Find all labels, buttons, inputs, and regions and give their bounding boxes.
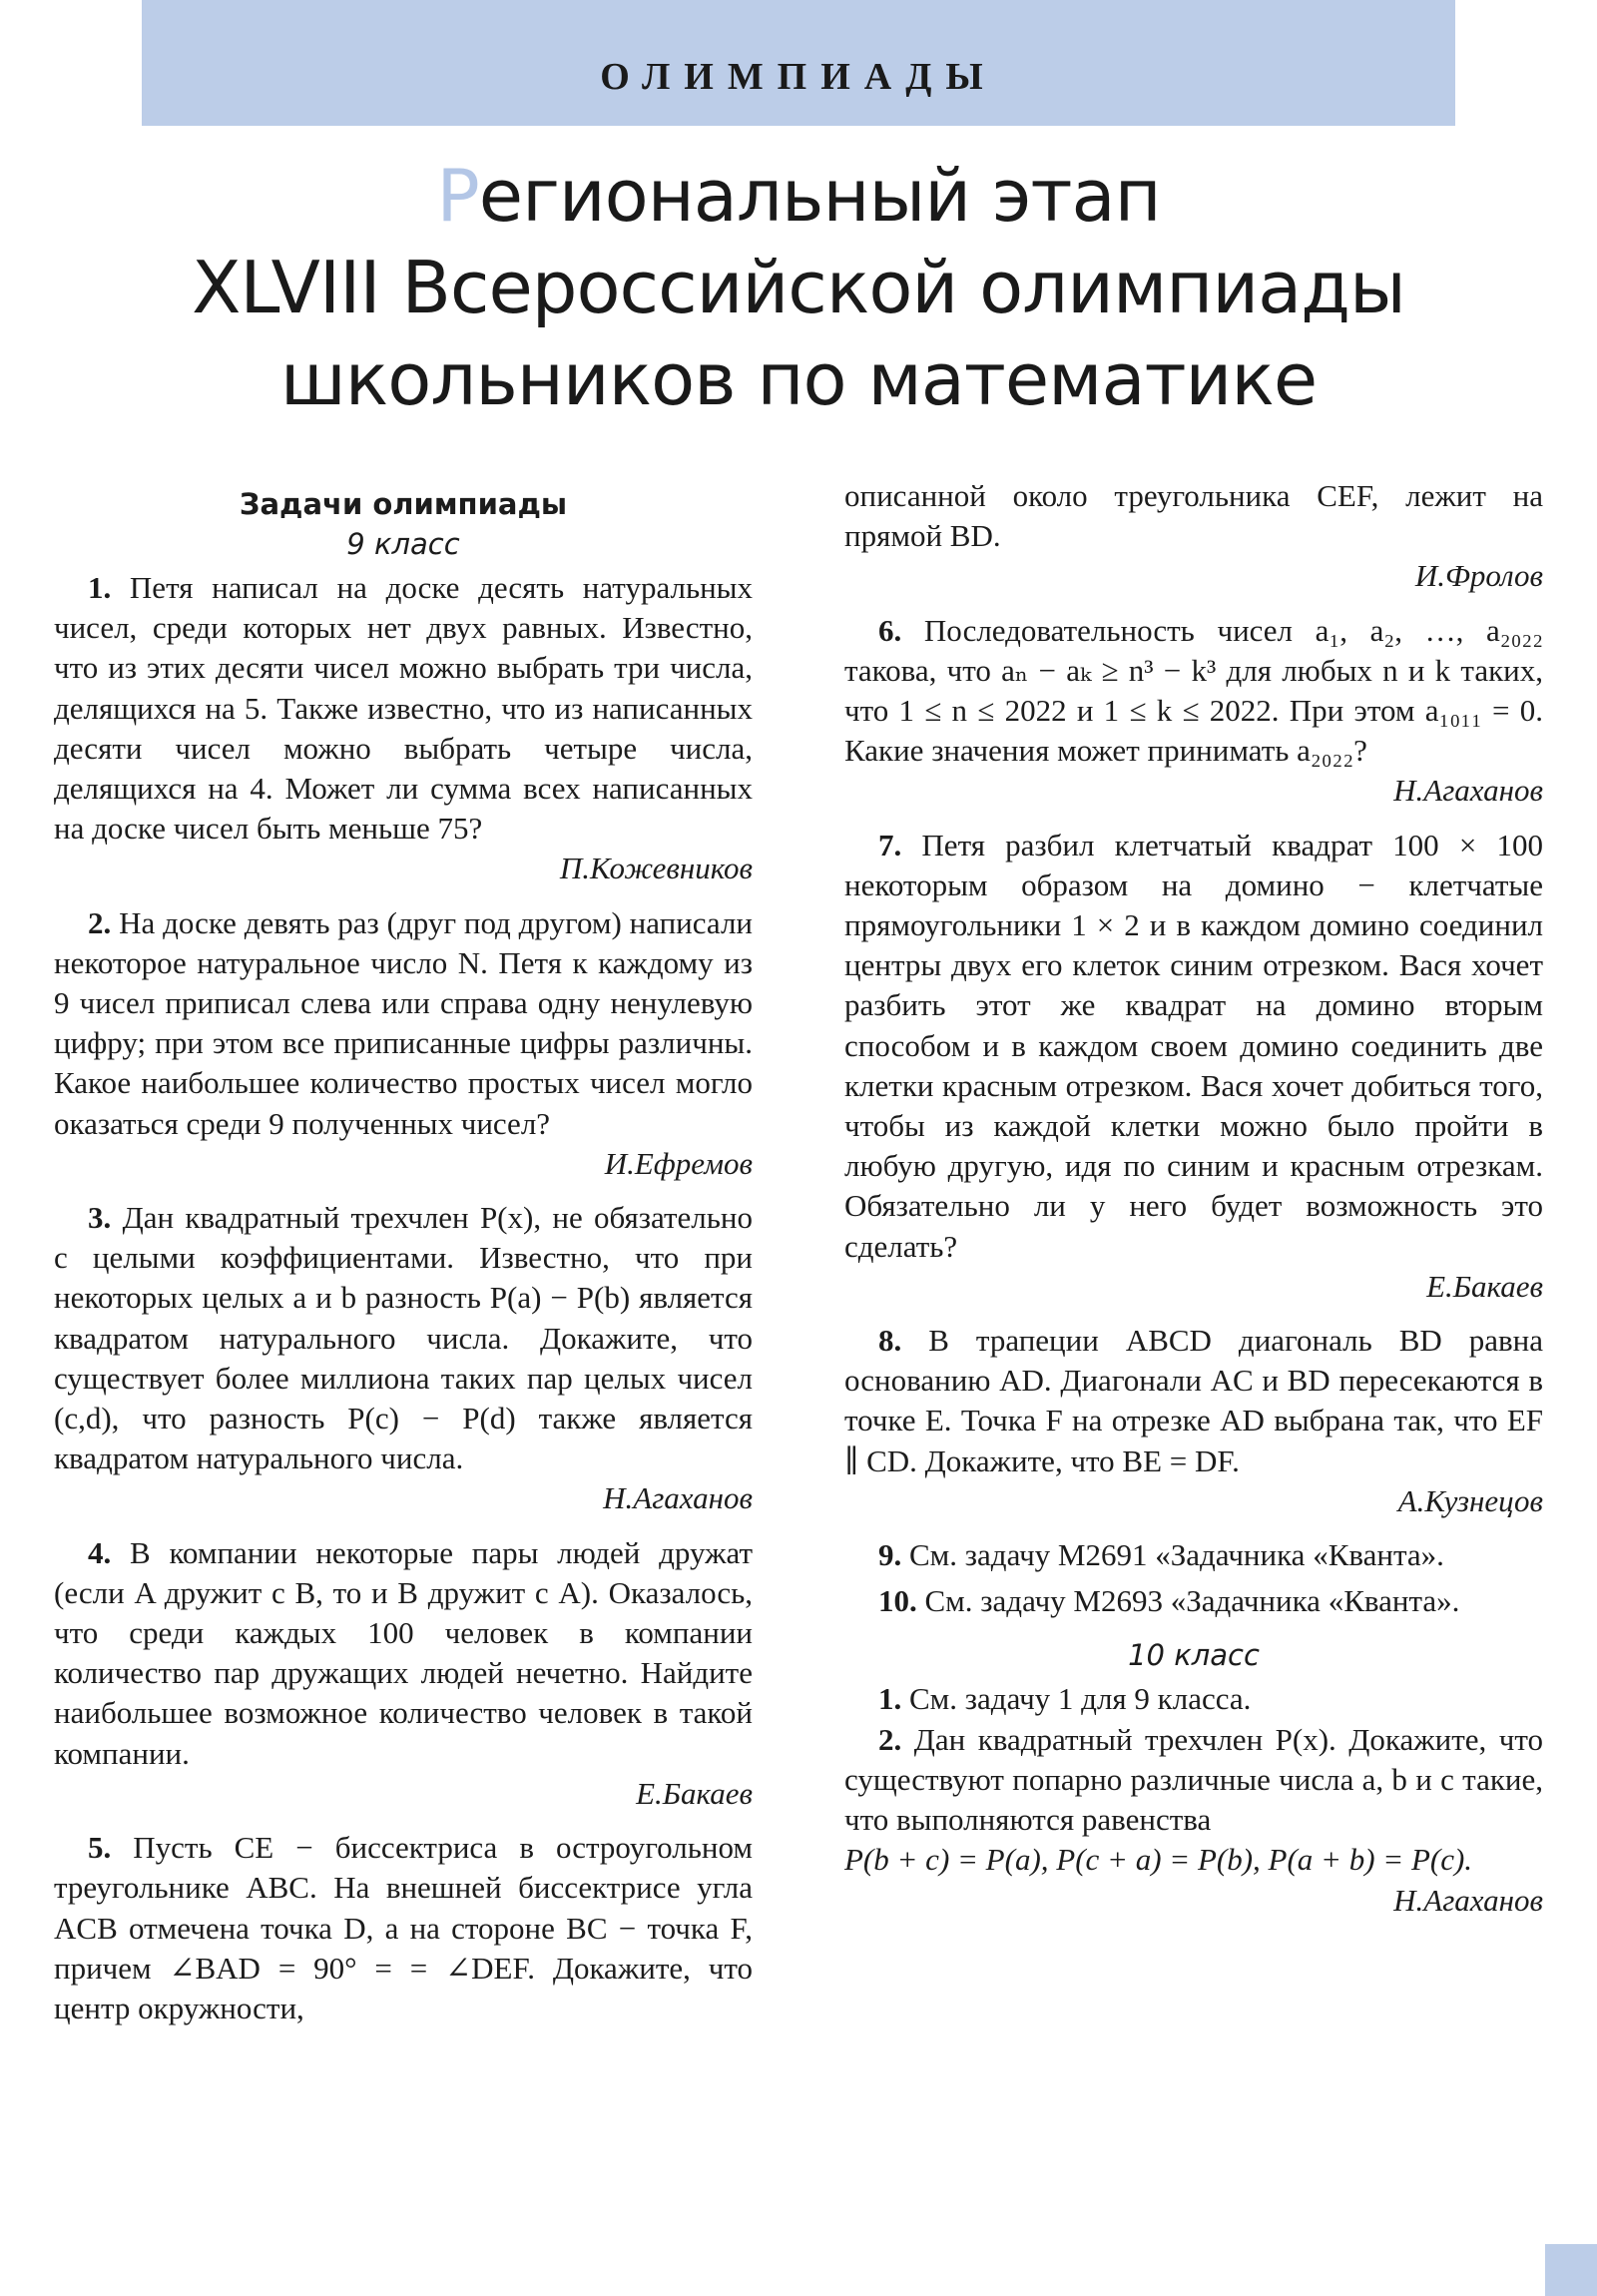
problem-text: Петя написал на доске десять натуральных чисел, среди которых нет двух равных. Известно, что из этих десяти чисел можно выбрать три числа, делящихся на 5. Также известно, что из написанных десяти чисел можно выбрать четыре числа, делящихся на 4. Может ли сумма всех написанных на доске чисел быть меньше 75? bbox=[54, 570, 753, 847]
problem-text: Петя разбил клетчатый квадрат 100 × 100 некоторым образом на домино − клетчатые прямоугольники 1 × 2 и в каждом домино соединил центры двух его клеток синим отрезком. Вася хочет разбить этот же квадрат на домино вторым способом и в каждом своем домино соединить две клетки красным отрезком. Вася хочет добиться того, чтобы из каждой клетки можно было пройти в любую другую, идя по синим и красным отрезкам. Обязательно ли у него будет возможность это сделать? bbox=[844, 827, 1543, 1264]
problem-author: Н.Агаханов bbox=[603, 1480, 753, 1516]
formula: P(b + c) = P(a), P(c + a) = P(b), P(a + b) = P(c). bbox=[844, 1842, 1473, 1878]
title-line-1: егиональный этап bbox=[478, 154, 1161, 238]
title-initial: Р bbox=[436, 154, 479, 238]
problem-author: Н.Агаханов bbox=[1393, 773, 1543, 809]
title-line-3: школьников по математике bbox=[279, 337, 1318, 421]
page-title bbox=[60, 150, 1537, 425]
problem-text: См. задачу 1 для 9 класса. bbox=[909, 1681, 1252, 1717]
right-column bbox=[844, 476, 1543, 1921]
problem-text: См. задачу М2693 «Задачника «Кванта». bbox=[924, 1583, 1460, 1619]
problem-10-1 bbox=[844, 1679, 1543, 1719]
problem-number: 2. bbox=[878, 1721, 902, 1757]
problem-author: П.Кожевников bbox=[559, 851, 753, 886]
problem-text: См. задачу М2691 «Задачника «Кванта». bbox=[909, 1537, 1444, 1573]
problem-number: 2. bbox=[88, 904, 112, 940]
title-line-2: XLVIII Всероссийской олимпиады bbox=[192, 246, 1405, 329]
problem-text: Дан квадратный трехчлен P(x), не обязательно с целыми коэффициентами. Известно, что при некоторых целых a и b разность P(a) − P(b) является квадратом натурального числа. Докажите, что существует более миллиона таких пар целых чисел (c,d), что разность P(c) − P(d) также является квадратом натурального числа. bbox=[54, 1200, 753, 1476]
problem-number: 3. bbox=[88, 1200, 112, 1236]
grade-10-label: 10 класс bbox=[1128, 1638, 1260, 1673]
problem-number: 7. bbox=[878, 827, 902, 862]
page-corner-marker bbox=[1545, 2244, 1597, 2296]
left-column bbox=[54, 484, 753, 2028]
problem-number: 5. bbox=[88, 1830, 112, 1866]
problem-number: 6. bbox=[878, 612, 902, 648]
section-label: ОЛИМПИАДЫ bbox=[600, 56, 997, 98]
problem-text: Пусть CE − биссектриса в остроугольном треугольнике ABC. На внешней биссектрисе угла ACB отмечена точка D, а на стороне BC − точка F, причем ∠BAD = 90° = = ∠DEF. Докажите, что центр окружности, bbox=[54, 1830, 754, 2025]
problem-9-4 bbox=[54, 1533, 753, 1774]
problem-9-3 bbox=[54, 1198, 753, 1478]
problem-author: Е.Бакаев bbox=[1426, 1268, 1543, 1304]
problem-9-9 bbox=[844, 1535, 1543, 1575]
problem-number: 10. bbox=[878, 1583, 917, 1619]
problem-9-6 bbox=[844, 611, 1543, 772]
problem-number: 4. bbox=[88, 1534, 112, 1570]
problems-heading: Задачи олимпиады bbox=[239, 487, 568, 521]
problem-text: В компании некоторые пары людей дружат (если A дружит с B, то и B дружит с A). Оказалось, что среди каждых 100 человек в компании количество пар дружащих людей нечетно. Найдите наибольшее возможное количество человек в такой компании. bbox=[54, 1534, 753, 1771]
problem-text: На доске девять раз (друг под другом) написали некоторое натуральное число N. Петя к каждому из 9 чисел приписал слева или справа одну ненулевую цифру; при этом все приписанные цифры различны. Какое наибольшее количество простых чисел могло оказаться среди 9 полученных чисел? bbox=[54, 904, 754, 1141]
problem-9-5 bbox=[54, 1828, 753, 2028]
problem-9-2 bbox=[54, 903, 753, 1144]
problem-author: Е.Бакаев bbox=[636, 1775, 753, 1811]
problem-5-continuation: описанной около треугольника CEF, лежит на прямой BD. bbox=[844, 478, 1543, 554]
problem-number: 1. bbox=[878, 1681, 902, 1717]
problem-text: Дан квадратный трехчлен P(x). Докажите, что существуют попарно различные числа a, b и c такие, что выполняются равенства bbox=[844, 1721, 1544, 1838]
problem-10-2 bbox=[844, 1720, 1543, 1841]
grade-9-label: 9 класс bbox=[346, 527, 460, 561]
problem-author: И.Фролов bbox=[1414, 558, 1543, 594]
problem-author: И.Ефремов bbox=[604, 1145, 753, 1181]
problem-9-8 bbox=[844, 1321, 1543, 1481]
problem-number: 9. bbox=[878, 1537, 902, 1573]
problem-9-1 bbox=[54, 568, 753, 849]
problem-author: Н.Агаханов bbox=[1393, 1882, 1543, 1918]
problem-number: 1. bbox=[88, 570, 112, 605]
problem-9-10 bbox=[844, 1581, 1543, 1621]
problem-author: А.Кузнецов bbox=[1397, 1482, 1543, 1518]
problem-number: 8. bbox=[878, 1323, 902, 1359]
problem-9-7 bbox=[844, 826, 1543, 1267]
problem-text: Последовательность чисел a₁, a₂, …, a₂₀₂₂ такова, что aₙ − aₖ ≥ n³ − k³ для любых n и k таких, что 1 ≤ n ≤ 2022 и 1 ≤ k ≤ 2022. При этом a₁₀₁₁ = 0. Какие значения может принимать a₂₀₂₂? bbox=[844, 612, 1543, 769]
problem-text: В трапеции ABCD диагональ BD равна основанию AD. Диагонали AC и BD пересекаются в точке E. Точка F на отрезке AD выбрана так, что EF ∥ CD. Докажите, что BE = DF. bbox=[844, 1323, 1544, 1478]
